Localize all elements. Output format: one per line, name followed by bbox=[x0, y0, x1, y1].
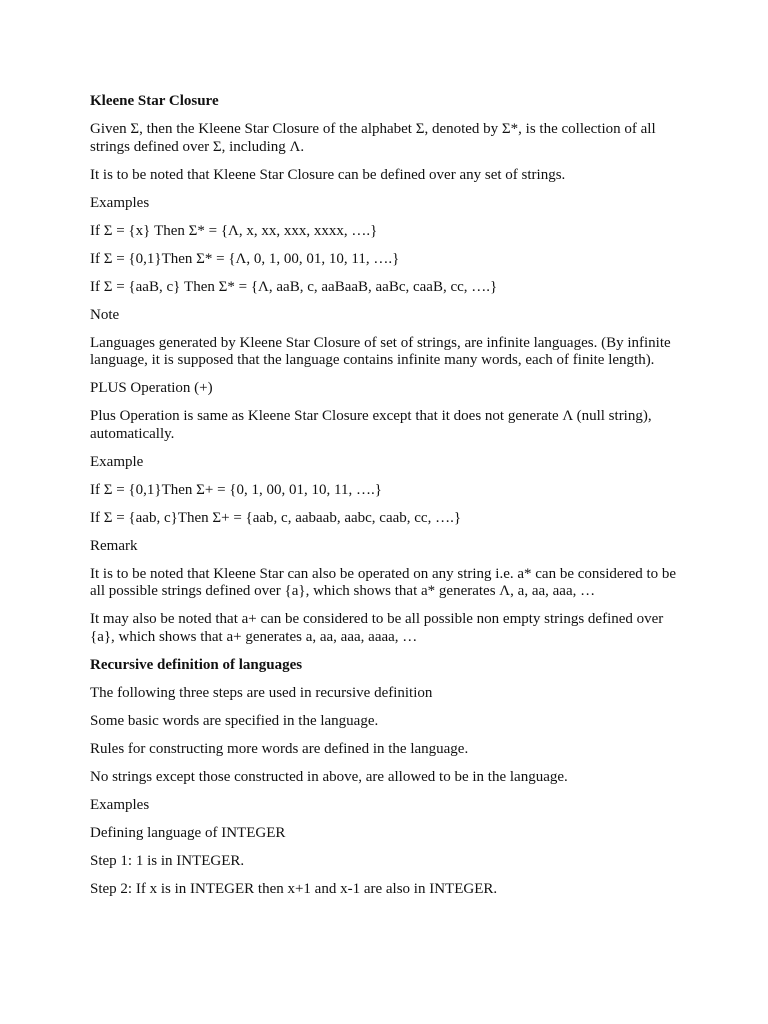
example-line: If Σ = {0,1}Then Σ+ = {0, 1, 00, 01, 10, 11, ….} bbox=[90, 481, 382, 498]
document-page bbox=[90, 93, 690, 909]
heading-plus-operation: PLUS Operation (+) bbox=[90, 380, 213, 396]
paragraph-recursive-step: Some basic words are specified in the language. bbox=[90, 712, 379, 729]
paragraph-plus-operation: Plus Operation is same as Kleene Star Closure except that it does not generate Λ (null string), automatically. bbox=[90, 408, 652, 442]
label-examples: Examples bbox=[90, 796, 150, 813]
paragraph-remark: It may also be noted that a+ can be considered to be all possible non empty strings defined over {a}, which shows that a+ generates a, aa, aaa, aaaa, … bbox=[90, 611, 664, 645]
example-line: If Σ = {aab, c}Then Σ+ = {aab, c, aabaab, aabc, caab, cc, ….} bbox=[90, 509, 462, 526]
paragraph-integer-step: Step 1: 1 is in INTEGER. bbox=[90, 852, 245, 869]
paragraph-note: Languages generated by Kleene Star Closure of set of strings, are infinite languages. (By infinite language, it is supposed that the language contains infinite many words, each of finite length). bbox=[90, 334, 671, 368]
heading-recursive-definition: Recursive definition of languages bbox=[90, 656, 303, 673]
paragraph-kleene-definition: Given Σ, then the Kleene Star Closure of the alphabet Σ, denoted by Σ*, is the collection of all strings defined over Σ, including Λ. bbox=[90, 121, 656, 155]
example-line: If Σ = {0,1}Then Σ* = {Λ, 0, 1, 00, 01, 10, 11, ….} bbox=[90, 250, 400, 267]
paragraph-integer-definition: Defining language of INTEGER bbox=[90, 824, 286, 841]
paragraph-recursive-intro: The following three steps are used in recursive definition bbox=[90, 684, 433, 701]
label-note: Note bbox=[90, 306, 120, 323]
label-example: Example bbox=[90, 453, 144, 470]
paragraph-integer-step: Step 2: If x is in INTEGER then x+1 and x-1 are also in INTEGER. bbox=[90, 880, 498, 897]
heading-kleene-star-closure: Kleene Star Closure bbox=[90, 93, 219, 109]
label-examples: Examples bbox=[90, 194, 150, 211]
paragraph-recursive-step: No strings except those constructed in above, are allowed to be in the language. bbox=[90, 768, 568, 785]
example-line: If Σ = {aaB, c} Then Σ* = {Λ, aaB, c, aaBaaB, aaBc, caaB, cc, ….} bbox=[90, 278, 498, 295]
paragraph-remark: It is to be noted that Kleene Star can also be operated on any string i.e. a* can be considered to be all possible strings defined over {a}, which shows that a* generates Λ, a, aa, aaa, … bbox=[90, 565, 677, 599]
paragraph-recursive-step: Rules for constructing more words are defined in the language. bbox=[90, 740, 469, 757]
example-line: If Σ = {x} Then Σ* = {Λ, x, xx, xxx, xxxx, ….} bbox=[90, 222, 378, 239]
paragraph-kleene-note: It is to be noted that Kleene Star Closure can be defined over any set of strings. bbox=[90, 166, 566, 183]
label-remark: Remark bbox=[90, 537, 138, 554]
